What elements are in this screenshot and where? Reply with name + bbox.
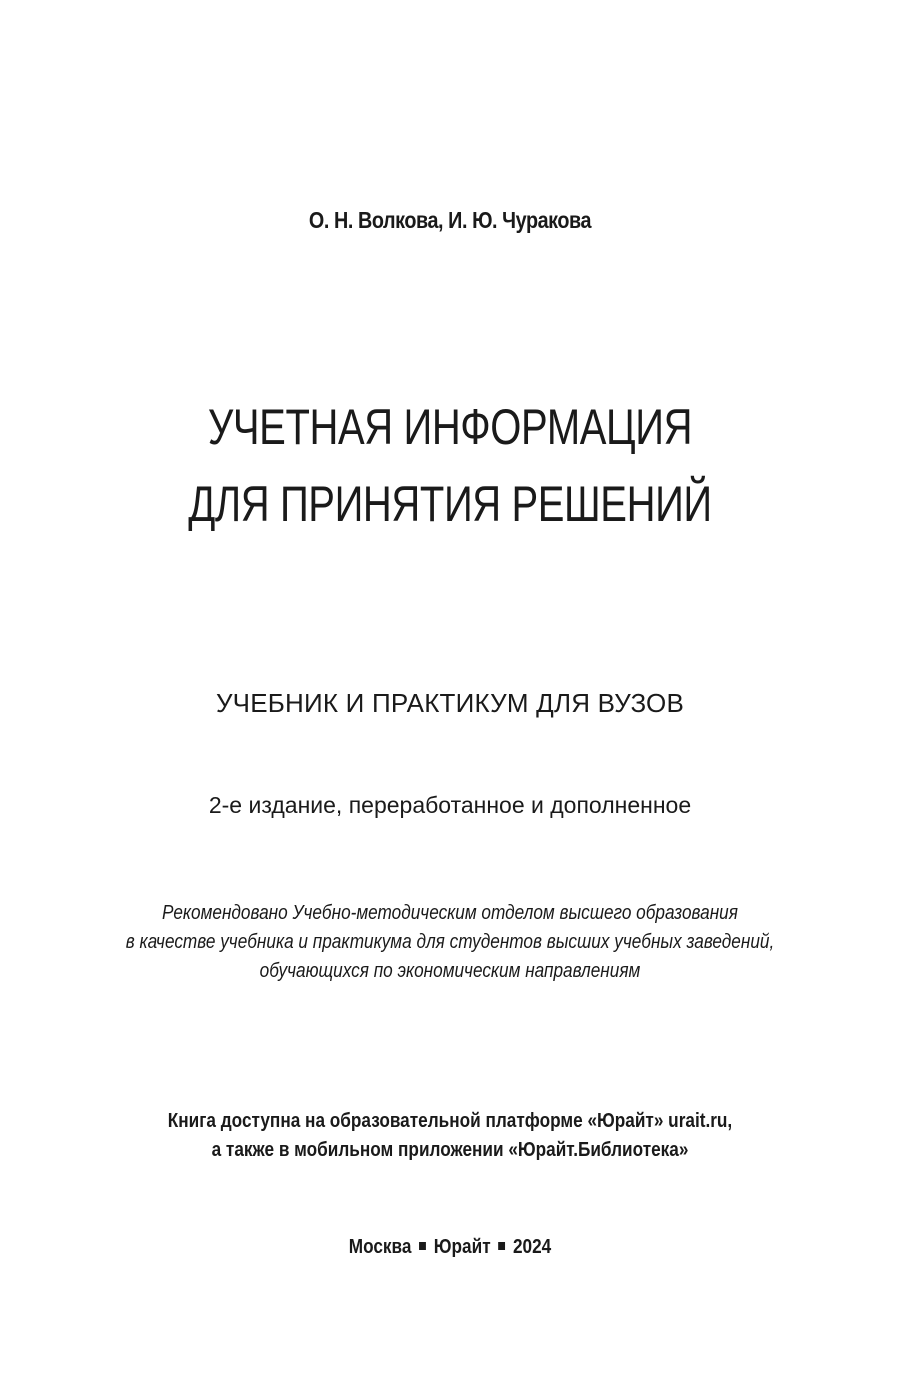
book-title-line-1: УЧЕТНАЯ ИНФОРМАЦИЯ bbox=[207, 399, 693, 455]
availability-line-2: а также в мобильном приложении «Юрайт.Библиотека» bbox=[211, 1139, 689, 1161]
separator-square-icon bbox=[419, 1242, 426, 1250]
document-type: УЧЕБНИК И ПРАКТИКУМ ДЛЯ ВУЗОВ bbox=[215, 688, 685, 718]
imprint bbox=[63, 1236, 837, 1259]
imprint-city: Москва bbox=[348, 1236, 412, 1258]
book-title-line-2: ДЛЯ ПРИНЯТИЯ РЕШЕНИЙ bbox=[188, 476, 712, 532]
edition: 2-е издание, переработанное и дополненное bbox=[208, 792, 692, 818]
availability-line-1: Книга доступна на образовательной платформе «Юрайт» urait.ru, bbox=[167, 1110, 733, 1132]
authors: О. Н. Волкова, И. Ю. Чуракова bbox=[308, 207, 592, 233]
imprint-publisher: Юрайт bbox=[433, 1236, 491, 1258]
recommendation-line-1: Рекомендовано Учебно-методическим отделом высшего образования bbox=[162, 902, 738, 924]
recommendation-line-3: обучающихся по экономическим направлениям bbox=[259, 960, 641, 982]
imprint-year: 2024 bbox=[512, 1236, 552, 1258]
separator-square-icon bbox=[498, 1242, 505, 1250]
recommendation-line-2: в качестве учебника и практикума для студентов высших учебных заведений, bbox=[125, 931, 775, 953]
